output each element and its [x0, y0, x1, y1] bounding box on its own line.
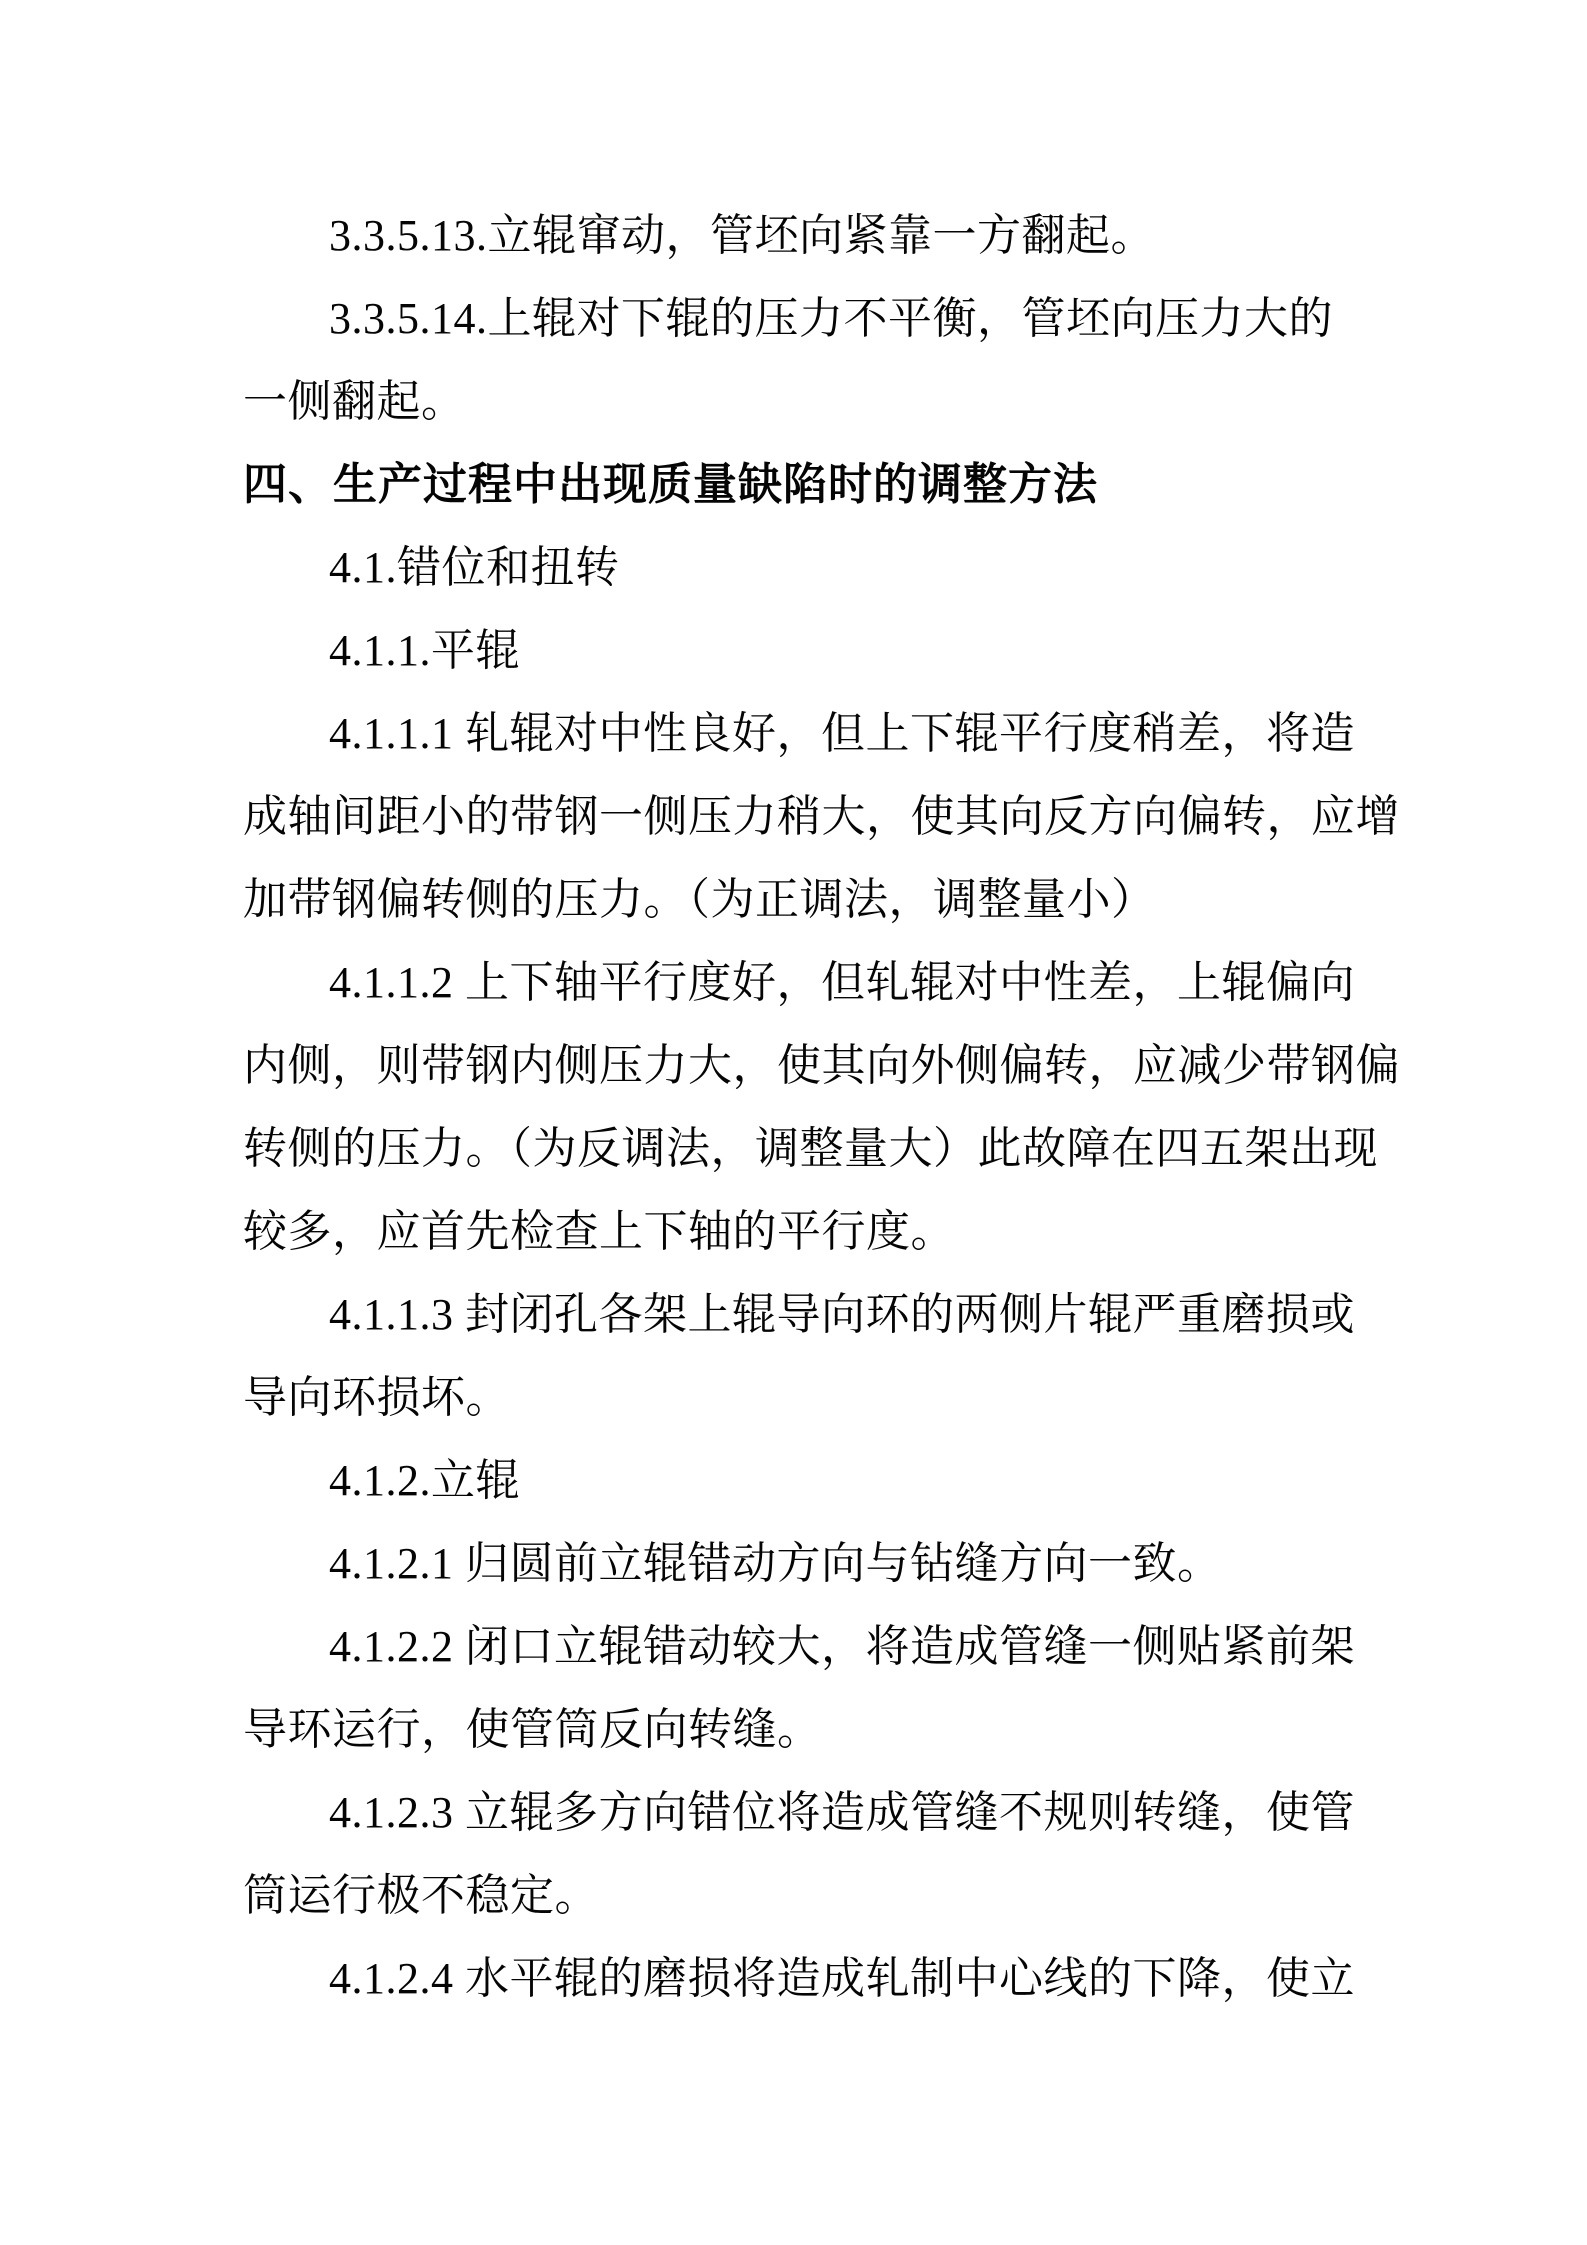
text-line: 导环运行，使管筒反向转缝。	[243, 1705, 822, 1754]
text-line: 3.3.5.13.立辊窜动，管坯向紧靠一方翻起。	[329, 211, 1155, 260]
text-line: 4.1.2.4 水平辊的磨损将造成轧制中心线的下降，使立	[329, 1954, 1355, 2003]
text-line: 导向环损坏。	[243, 1373, 510, 1422]
text-line: 4.1.2.1 归圆前立辊错动方向与钻缝方向一致。	[329, 1539, 1222, 1588]
text-line: 4.1.2.2 闭口立辊错动较大，将造成管缝一侧贴紧前架	[329, 1622, 1355, 1671]
text-line: 内侧，则带钢内侧压力大，使其向外侧偏转，应减少带钢偏	[243, 1041, 1400, 1090]
text-line: 4.1.1.2 上下轴平行度好，但轧辊对中性差，上辊偏向	[329, 958, 1355, 1007]
text-line: 4.1.1.3 封闭孔各架上辊导向环的两侧片辊严重磨损或	[329, 1290, 1355, 1339]
text-line: 转侧的压力。（为反调法，调整量大）此故障在四五架出现	[243, 1124, 1378, 1173]
text-line: 4.1.错位和扭转	[329, 543, 620, 592]
text-line: 成轴间距小的带钢一侧压力稍大，使其向反方向偏转，应增	[243, 792, 1400, 841]
text-line: 4.1.1.1 轧辊对中性良好，但上下辊平行度稍差，将造	[329, 709, 1355, 758]
text-line: 4.1.1.平辊	[329, 626, 520, 675]
text-line: 4.1.2.3 立辊多方向错位将造成管缝不规则转缝，使管	[329, 1788, 1355, 1837]
text-line: 筒运行极不稳定。	[243, 1871, 599, 1920]
document-text-block	[243, 194, 1423, 2020]
text-line: 一侧翻起。	[243, 377, 466, 426]
text-line: 较多，应首先检查上下轴的平行度。	[243, 1207, 955, 1256]
section-heading: 四、生产过程中出现质量缺陷时的调整方法	[243, 460, 1098, 509]
text-line: 3.3.5.14.上辊对下辊的压力不平衡，管坯向压力大的	[329, 294, 1333, 343]
text-line: 加带钢偏转侧的压力。（为正调法，调整量小）	[243, 875, 1156, 924]
text-line: 4.1.2.立辊	[329, 1456, 520, 1505]
